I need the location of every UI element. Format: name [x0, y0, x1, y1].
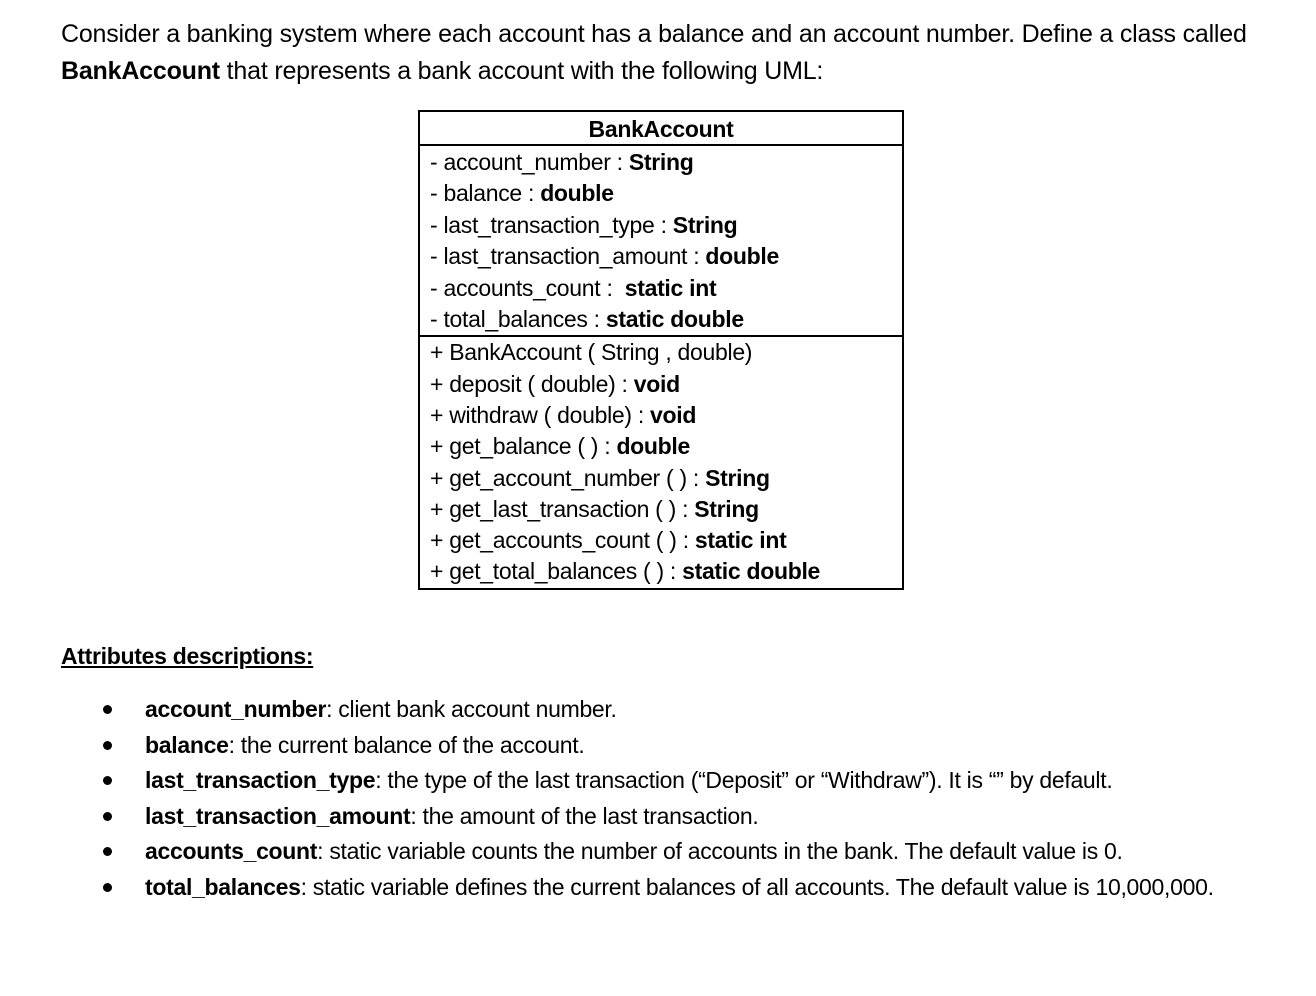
list-item [100, 728, 1232, 764]
uml-attribute-type: String [672, 211, 738, 238]
attribute-description: : static variable defines the current balances of all accounts. The default value is 10,000,000. [300, 873, 1214, 900]
uml-method-return-type: void [633, 370, 680, 397]
uml-attribute-name: - accounts_count : [430, 274, 625, 301]
list-item [100, 763, 1232, 799]
uml-attribute [430, 147, 902, 178]
uml-attribute [430, 210, 902, 241]
uml-attribute-name: - balance : [430, 180, 541, 207]
list-item [100, 799, 1232, 835]
uml-attribute-type: String [628, 149, 694, 175]
uml-attribute-type: static int [624, 274, 717, 301]
attribute-term: last_transaction_amount [145, 802, 411, 829]
uml-method-signature: + get_last_transaction ( ) : [430, 495, 695, 522]
attribute-term: accounts_count [145, 838, 318, 864]
uml-attribute-type: static double [605, 305, 744, 332]
uml-attribute [430, 241, 902, 272]
uml-method [430, 369, 902, 400]
attribute-description: : static variable counts the number of accounts in the bank. The default value is 0. [317, 838, 1123, 864]
list-item [100, 834, 1232, 870]
uml-method-return-type: void [650, 401, 697, 428]
uml-method-signature: + get_accounts_count ( ) : [430, 527, 695, 554]
uml-attribute-name: - last_transaction_type : [430, 211, 673, 238]
uml-method [430, 431, 902, 462]
intro-paragraph [61, 16, 1271, 90]
uml-attribute-name: - total_balances : [430, 305, 606, 332]
intro-class-name: BankAccount [61, 57, 220, 85]
uml-method [430, 337, 902, 368]
attribute-term: last_transaction_type [145, 767, 376, 793]
uml-method-return-type: String [705, 464, 770, 491]
uml-method [430, 556, 902, 587]
intro-text-end: that represents a bank account with the following UML: [219, 57, 824, 85]
attribute-term: total_balances [145, 873, 301, 900]
uml-class-diagram [418, 110, 904, 590]
uml-method-return-type: String [694, 495, 759, 522]
uml-attribute-type: double [705, 243, 780, 270]
uml-method [430, 525, 902, 556]
uml-method [430, 463, 902, 494]
attributes-description-list [100, 692, 1232, 905]
attribute-description: : client bank account number. [326, 696, 617, 722]
uml-attribute-name: - last_transaction_amount : [430, 243, 706, 270]
bullet-icon [103, 776, 112, 785]
uml-method-signature: + get_balance ( ) : [430, 433, 617, 460]
uml-method-signature: + withdraw ( double) : [430, 401, 651, 428]
uml-attributes-section [420, 146, 902, 337]
uml-method-signature: + deposit ( double) : [430, 370, 634, 397]
bullet-icon [103, 883, 112, 892]
uml-method [430, 494, 902, 525]
uml-methods-section [420, 337, 902, 587]
uml-method [430, 400, 902, 431]
uml-method-signature: + get_total_balances ( ) : [430, 558, 683, 585]
uml-class-name: BankAccount [420, 112, 902, 146]
uml-attribute [430, 273, 902, 304]
uml-method-signature: + get_account_number ( ) : [430, 464, 706, 491]
intro-text-start: Consider a banking system where each account has a balance and an account number. Define a class called [61, 20, 1247, 48]
uml-method-return-type: double [616, 433, 691, 460]
attribute-term: account_number [145, 696, 327, 722]
bullet-icon [103, 705, 112, 714]
attribute-description: : the current balance of the account. [228, 731, 585, 758]
attribute-description: : the type of the last transaction (“Deposit” or “Withdraw”). It is “” by default. [375, 767, 1113, 793]
uml-method-return-type: static int [694, 527, 787, 554]
uml-method-signature: + BankAccount ( String , double) [430, 339, 753, 366]
uml-attribute [430, 178, 902, 209]
bullet-icon [103, 847, 112, 856]
uml-method-return-type: static double [682, 558, 821, 585]
list-item [100, 692, 1232, 728]
bullet-icon [103, 812, 112, 821]
uml-attribute-type: double [540, 180, 614, 207]
attribute-description: : the amount of the last transaction. [410, 802, 759, 829]
uml-attribute [430, 304, 902, 335]
attributes-heading: Attributes descriptions: [61, 643, 314, 669]
uml-attribute-name: - account_number : [430, 149, 629, 175]
bullet-icon [103, 741, 112, 750]
list-item [100, 870, 1232, 906]
attribute-term: balance [145, 731, 229, 758]
